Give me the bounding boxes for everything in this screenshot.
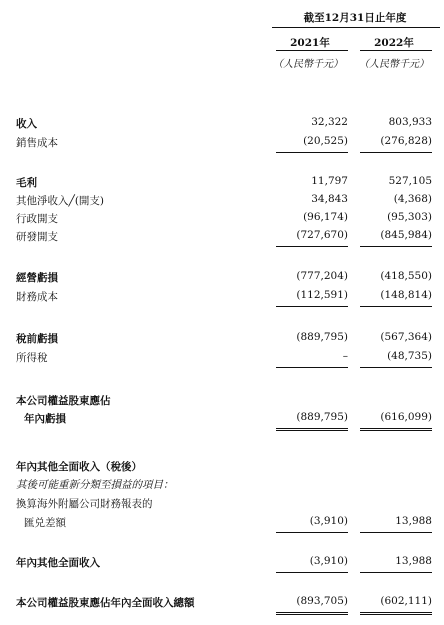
unit-2022: （人民幣千元）: [359, 59, 429, 70]
row-label: 本公司權益股東應佔年內全面收入總額: [16, 597, 195, 609]
value-2022: 527,105: [388, 175, 432, 187]
row-rd-expenses: [0, 229, 444, 245]
value-2021: 34,843: [311, 193, 348, 205]
value-2022: (95,303): [387, 211, 432, 223]
value-2022: 803,933: [388, 116, 432, 128]
row-loss-before-tax: [0, 331, 444, 347]
row-cost-of-sales: [0, 135, 444, 151]
row-label: 行政開支: [16, 213, 58, 225]
row-label: 年內其他全面收入: [16, 557, 100, 569]
value-2021: (889,795): [296, 411, 348, 423]
row-fx-line1: [0, 496, 444, 512]
unit-2021: （人民幣千元）: [273, 59, 343, 70]
row-operating-loss: [0, 270, 444, 286]
period-header: 截至12月31日止年度: [303, 12, 407, 24]
row-label: 其他淨收入╱(開支): [16, 195, 105, 207]
value-2022: (845,984): [380, 229, 432, 241]
value-2022: (602,111): [380, 595, 432, 607]
header-divider: [272, 27, 440, 28]
subtotal-rule: [276, 367, 348, 368]
value-2021: (777,204): [296, 270, 348, 282]
row-label: 所得稅: [16, 352, 48, 364]
value-2021: 11,797: [311, 175, 348, 187]
subtotal-rule: [360, 367, 432, 368]
row-finance-costs: [0, 289, 444, 305]
subtotal-rule: [276, 246, 348, 247]
year-2021-divider: [276, 50, 348, 51]
row-revenue: [0, 116, 444, 132]
row-income-tax: [0, 350, 444, 366]
value-2022: (4,368): [393, 193, 432, 205]
subtotal-rule: [360, 572, 432, 573]
row-label: 財務成本: [16, 291, 58, 303]
row-label: 年內其他全面收入（稅後）: [16, 461, 142, 473]
total-double-rule: [360, 612, 432, 615]
subtotal-rule: [276, 572, 348, 573]
row-label: 本公司權益股東應佔: [16, 395, 111, 407]
value-2021: (889,795): [296, 331, 348, 343]
row-label: 研發開支: [16, 231, 58, 243]
subtotal-rule: [276, 306, 348, 307]
subtotal-rule: [360, 532, 432, 533]
row-oci-total: [0, 555, 444, 571]
value-2022: 13,988: [395, 555, 432, 567]
row-label: 匯兑差額: [24, 517, 66, 529]
value-2022: 13,988: [395, 515, 432, 527]
value-2022: (48,735): [387, 350, 432, 362]
row-fx-differences: [0, 515, 444, 531]
subtotal-rule: [360, 152, 432, 153]
year-2022-divider: [360, 50, 432, 51]
value-2021: (20,525): [303, 135, 348, 147]
value-2022: (616,099): [380, 411, 432, 423]
value-2021: –: [342, 350, 348, 362]
subtotal-rule: [360, 306, 432, 307]
row-attributable-heading: [0, 393, 444, 409]
row-label: 毛利: [16, 177, 37, 189]
row-gross-profit: [0, 175, 444, 191]
row-label: 銷售成本: [16, 137, 58, 149]
value-2021: (3,910): [309, 555, 348, 567]
row-label: 換算海外附屬公司財務報表的: [16, 498, 153, 510]
total-double-rule: [276, 428, 348, 431]
value-2022: (418,550): [380, 270, 432, 282]
subtotal-rule: [276, 532, 348, 533]
subtotal-rule: [360, 246, 432, 247]
total-double-rule: [360, 428, 432, 431]
year-2021-header: 2021年: [290, 37, 330, 49]
value-2021: (112,591): [296, 289, 348, 301]
row-total-comprehensive-income: [0, 595, 444, 611]
value-2021: (893,705): [296, 595, 348, 607]
value-2022: (276,828): [380, 135, 432, 147]
row-oci-heading: [0, 459, 444, 475]
value-2022: (148,814): [380, 289, 432, 301]
value-2021: 32,322: [311, 116, 348, 128]
total-double-rule: [276, 612, 348, 615]
value-2021: (3,910): [309, 515, 348, 527]
row-label: 經營虧損: [16, 272, 58, 284]
row-other-income: [0, 193, 444, 209]
subtotal-rule: [276, 152, 348, 153]
value-2022: (567,364): [380, 331, 432, 343]
row-label: 稅前虧損: [16, 333, 58, 345]
row-label: 其後可能重新分類至損益的項目：: [16, 479, 174, 491]
row-label: 年內虧損: [24, 413, 66, 425]
row-admin-expenses: [0, 211, 444, 227]
value-2021: (727,670): [296, 229, 348, 241]
year-2022-header: 2022年: [374, 37, 414, 49]
row-loss-for-year: [0, 411, 444, 427]
value-2021: (96,174): [303, 211, 348, 223]
row-label: 收入: [16, 118, 37, 130]
row-reclass-heading: [0, 477, 444, 493]
